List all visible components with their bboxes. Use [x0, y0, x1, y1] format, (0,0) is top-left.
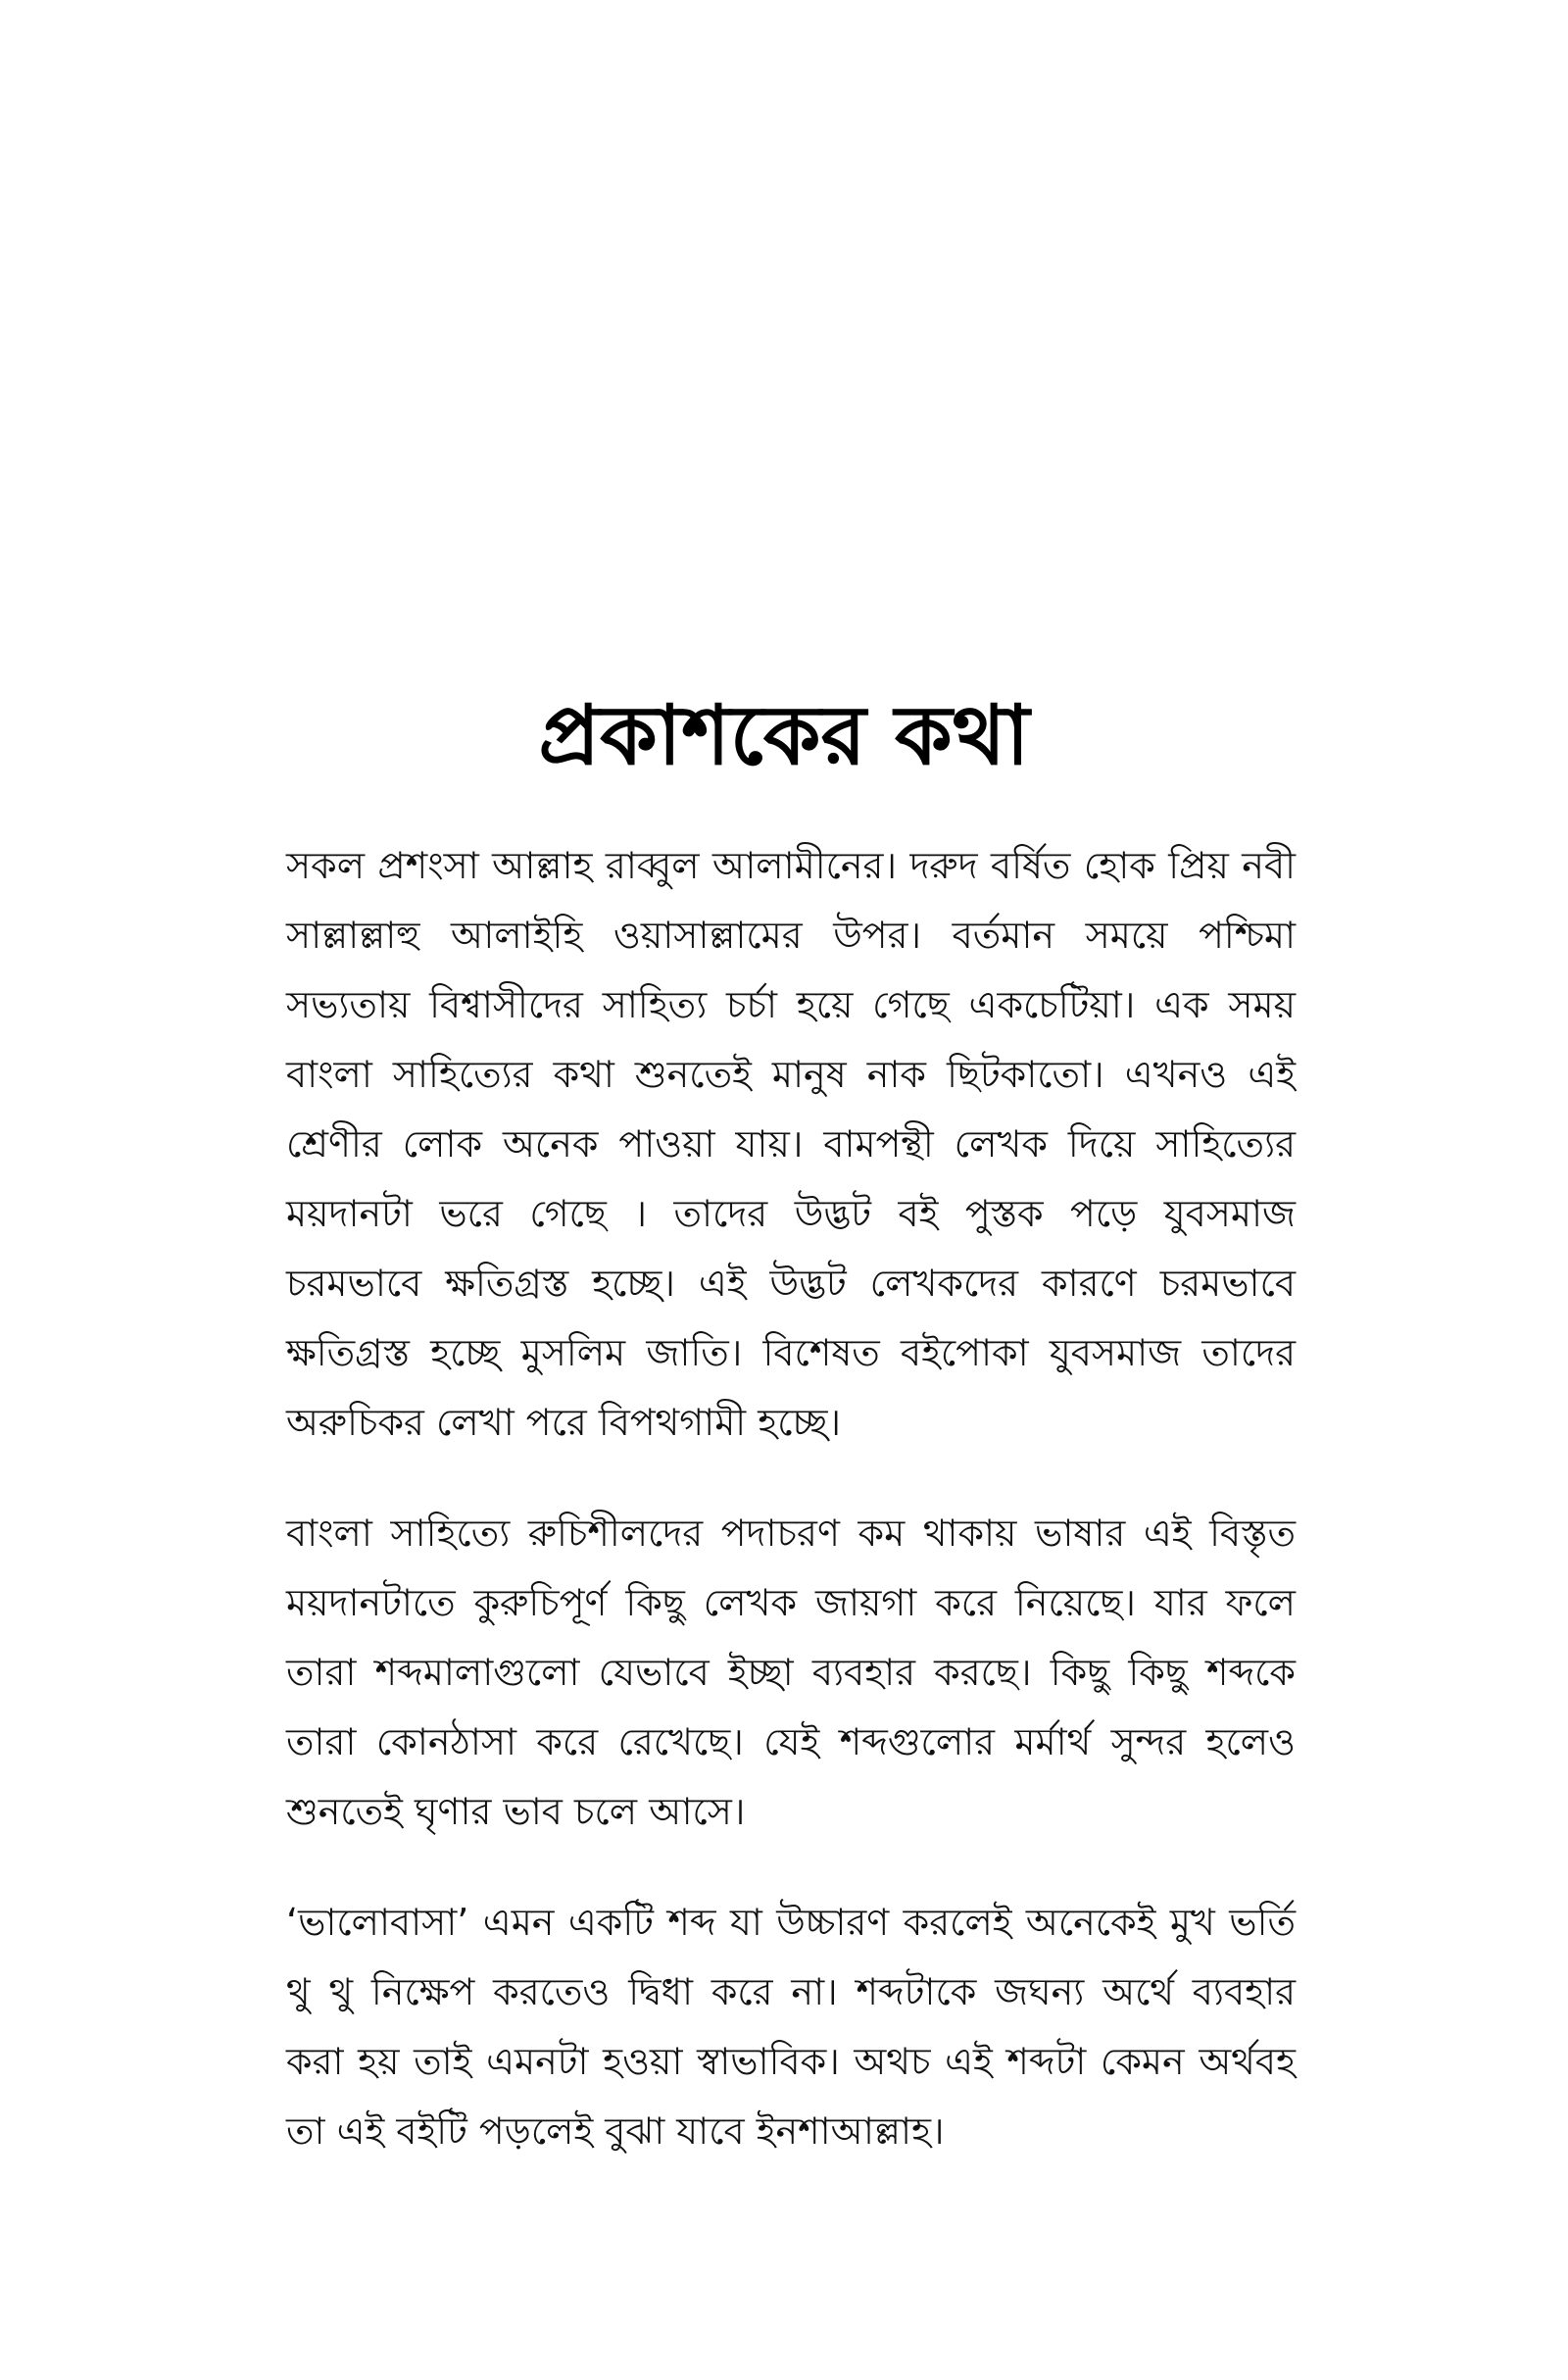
body-text [286, 831, 1296, 2207]
paragraph-1: সকল প্রশংসা আল্লাহ রাব্বুল আলামীনের। দরুদ বর্ষিত হোক প্রিয় নবী সাল্লাল্লাহু আলাইহি ওয়াসাল্লামের উপর। বর্তমান সময়ে পশ্চিমা সভ্যতায় বিশ্বাসীদের সাহিত্য চর্চা হয়ে গেছে একচেটিয়া। এক সময় বাংলা সাহিত্যের কথা শুনতেই মানুষ নাক ছিটকাতো। এখনও এই শ্রেণীর লোক অনেক পাওয়া যায়। বামপন্থী লেখক দিয়ে সাহিত্যের ময়দানটা ভরে গেছে । তাদের উদ্ভট বই পুস্তক পড়ে যুবসমাজ চরমভাবে ক্ষতিগ্রস্ত হচ্ছে। এই উদ্ভট লেখকদের কারণে চরমভাবে ক্ষতিগ্রস্ত হচ্ছে মুসলিম জাতি। বিশেষত বইপোকা যুবসমাজ তাদের অরুচিকর লেখা পরে বিপথগামী হচ্ছে। [286, 844, 1296, 1444]
paragraph-3: ‘ভালোবাসা’ এমন একটি শব্দ যা উচ্চারণ করলেই অনেকেই মুখ ভর্তি থু থু নিক্ষেপ করতেও দ্বিধা করে না। শব্দটাকে জঘন্য অর্থে ব্যবহার করা হয় তাই এমনটা হওয়া স্বাভাবিক। অথচ এই শব্দটা কেমন অর্থবহ তা এই বইটি পড়লেই বুঝা যাবে ইনশাআল্লাহ। [286, 1901, 1296, 2153]
page-title: প্রকাশকের কথা [538, 687, 1030, 783]
paragraph-2: বাংলা সাহিত্যে রুচিশীলদের পদাচরণ কম থাকায় ভাষার এই বিস্তৃত ময়দানটাতে কুরুচিপূর্ণ কিছু লেখক জায়গা করে নিয়েছে। যার ফলে তারা শব্দমালাগুলো যেভাবে ইচ্ছা ব্যবহার করছে। কিছু কিছু শব্দকে তারা কোনঠাসা করে রেখেছে। যেই শব্দগুলোর মর্মার্থ সুন্দর হলেও শুনতেই ঘৃণার ভাব চলে আসে। [286, 1512, 1296, 1833]
